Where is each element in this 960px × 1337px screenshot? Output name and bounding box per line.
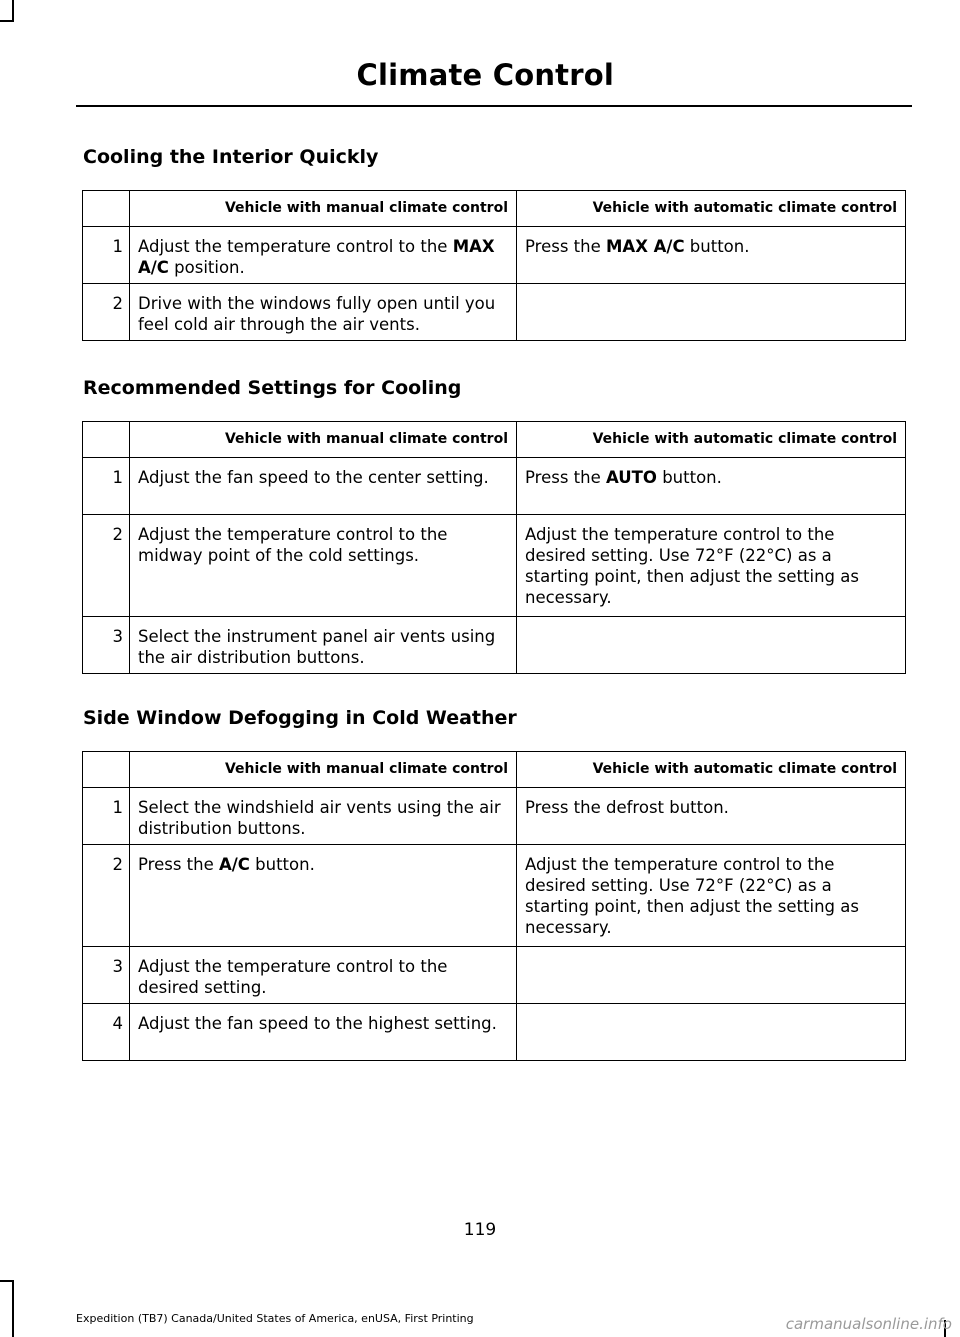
manual-instruction — [130, 845, 517, 947]
manual-instruction — [130, 227, 517, 284]
footer-text: Expedition (TB7) Canada/United States of America, enUSA, First Printing — [76, 1312, 474, 1325]
table-row — [83, 515, 906, 617]
automatic-instruction — [517, 227, 906, 284]
instruction-text: button. — [684, 237, 750, 256]
watermark: carmanualsonline.info — [785, 1315, 952, 1333]
crop-mark — [0, 20, 14, 22]
table-header-row — [83, 191, 906, 227]
manual-instruction — [130, 284, 517, 341]
automatic-instruction — [517, 284, 906, 341]
step-number: 1 — [83, 458, 130, 515]
control-label: MAX A/C — [138, 237, 495, 277]
instruction-text: Adjust the temperature control to the desired setting. — [138, 957, 448, 997]
section-title: Cooling the Interior Quickly — [83, 146, 379, 168]
manual-instruction — [130, 947, 517, 1004]
column-header: Vehicle with manual climate control — [130, 422, 517, 458]
instruction-text: Adjust the temperature control to the — [138, 237, 453, 256]
instruction-text: Press the — [525, 468, 606, 487]
steps-table — [82, 751, 906, 1061]
instruction-text: Adjust the fan speed to the center setting. — [138, 468, 489, 487]
steps-table — [82, 421, 906, 674]
automatic-instruction — [517, 458, 906, 515]
instruction-text: Adjust the fan speed to the highest setting. — [138, 1014, 497, 1033]
step-number: 3 — [83, 617, 130, 674]
column-header: Vehicle with automatic climate control — [517, 752, 906, 788]
step-number: 2 — [83, 845, 130, 947]
page-title: Climate Control — [356, 58, 614, 92]
header-divider — [76, 105, 912, 107]
table-header-row — [83, 752, 906, 788]
table-header-row — [83, 422, 906, 458]
step-number: 2 — [83, 515, 130, 617]
automatic-instruction — [517, 788, 906, 845]
step-number: 3 — [83, 947, 130, 1004]
automatic-instruction — [517, 947, 906, 1004]
instruction-text: Select the instrument panel air vents using the air distribution buttons. — [138, 627, 496, 667]
automatic-instruction — [517, 845, 906, 947]
column-header: Vehicle with manual climate control — [130, 191, 517, 227]
manual-instruction — [130, 458, 517, 515]
table-row — [83, 617, 906, 674]
steps-table — [82, 190, 906, 341]
instruction-text: position. — [168, 258, 245, 277]
instruction-text: button. — [249, 855, 315, 874]
table-row — [83, 1004, 906, 1061]
column-header: Vehicle with automatic climate control — [517, 422, 906, 458]
section-title: Side Window Defogging in Cold Weather — [83, 707, 517, 729]
table-row — [83, 845, 906, 947]
table-row — [83, 458, 906, 515]
crop-mark — [12, 0, 14, 22]
instruction-text: Press the — [525, 237, 606, 256]
control-label: MAX A/C — [606, 237, 685, 256]
step-number: 2 — [83, 284, 130, 341]
page-number: 119 — [463, 1220, 497, 1240]
manual-instruction — [130, 788, 517, 845]
automatic-instruction — [517, 515, 906, 617]
column-header — [83, 422, 130, 458]
table-row — [83, 227, 906, 284]
crop-mark — [0, 1280, 14, 1282]
automatic-instruction — [517, 1004, 906, 1061]
column-header — [83, 752, 130, 788]
automatic-instruction — [517, 617, 906, 674]
column-header: Vehicle with manual climate control — [130, 752, 517, 788]
step-number: 1 — [83, 227, 130, 284]
section-title: Recommended Settings for Cooling — [83, 377, 462, 399]
table-row — [83, 788, 906, 845]
instruction-text: Adjust the temperature control to the midway point of the cold settings. — [138, 525, 448, 565]
instruction-text: Drive with the windows fully open until you feel cold air through the air vents. — [138, 294, 496, 334]
manual-instruction — [130, 1004, 517, 1061]
instruction-text: Adjust the temperature control to the desired setting. Use 72°F (22°C) as a starting point, then adjust the setting as necessary. — [525, 855, 859, 937]
table-row — [83, 284, 906, 341]
control-label: AUTO — [606, 468, 657, 487]
manual-instruction — [130, 617, 517, 674]
crop-mark — [12, 1280, 14, 1337]
instruction-text: button. — [656, 468, 722, 487]
column-header — [83, 191, 130, 227]
instruction-text: Press the defrost button. — [525, 798, 729, 817]
instruction-text: Select the windshield air vents using the air distribution buttons. — [138, 798, 501, 838]
control-label: A/C — [219, 855, 250, 874]
step-number: 4 — [83, 1004, 130, 1061]
step-number: 1 — [83, 788, 130, 845]
instruction-text: Adjust the temperature control to the desired setting. Use 72°F (22°C) as a starting point, then adjust the setting as necessary. — [525, 525, 859, 607]
column-header: Vehicle with automatic climate control — [517, 191, 906, 227]
table-row — [83, 947, 906, 1004]
manual-instruction — [130, 515, 517, 617]
instruction-text: Press the — [138, 855, 219, 874]
